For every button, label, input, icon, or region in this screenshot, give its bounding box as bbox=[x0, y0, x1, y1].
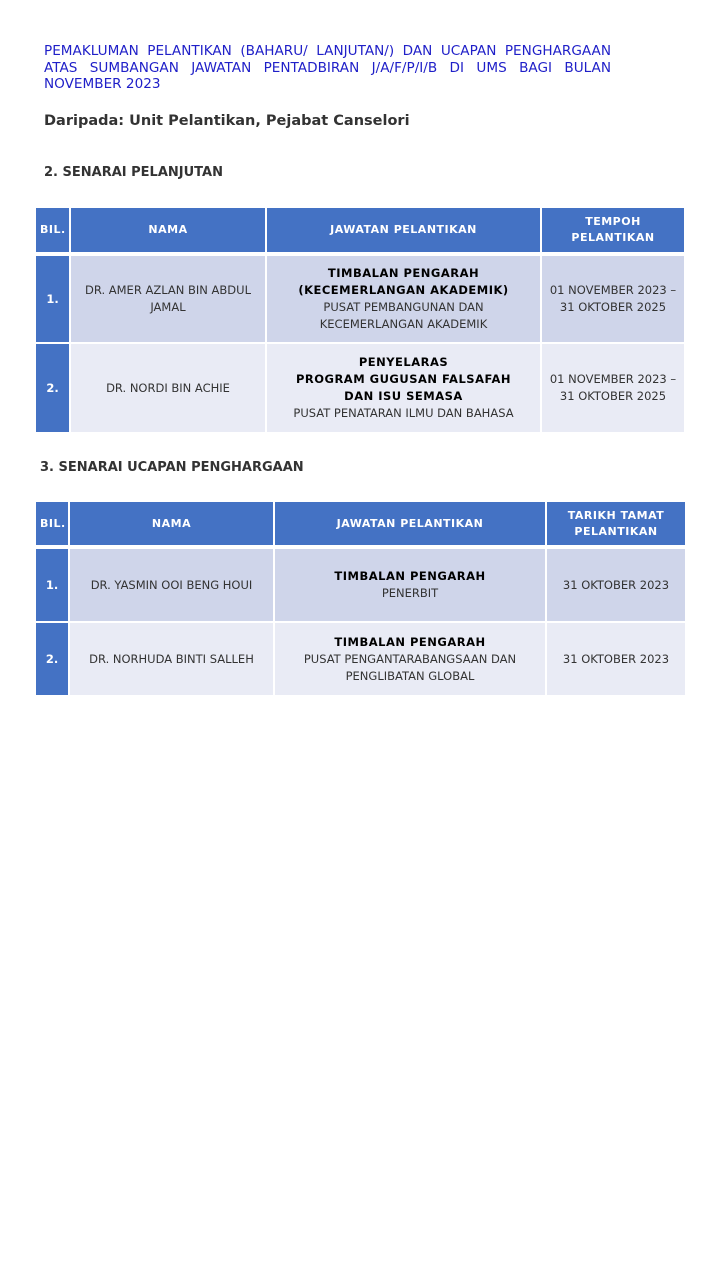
column-header-tempoh: TEMPOH PELANTIKAN bbox=[542, 208, 684, 256]
position-title: (KECEMERLANGAN AKADEMIK) bbox=[298, 283, 509, 297]
appointee-name: DR. NORHUDA BINTI SALLEH bbox=[70, 623, 275, 697]
renewal-table bbox=[36, 208, 684, 434]
announcement-line: NOVEMBER 2023 bbox=[44, 76, 161, 92]
row-number: 2. bbox=[36, 623, 70, 697]
section-heading-renewal: 2. SENARAI PELANJUTAN bbox=[44, 165, 223, 180]
position-unit: PUSAT PENATARAN ILMU DAN BAHASA bbox=[293, 406, 514, 420]
end-date: 31 OKTOBER 2023 bbox=[547, 549, 685, 623]
table-row bbox=[36, 344, 684, 434]
column-header-nama: NAMA bbox=[71, 208, 267, 256]
position-cell bbox=[275, 623, 547, 697]
position-cell bbox=[267, 344, 542, 434]
position-unit: PENGLIBATAN GLOBAL bbox=[345, 668, 475, 683]
column-header-nama: NAMA bbox=[70, 502, 275, 549]
appointee-name: DR. NORDI BIN ACHIE bbox=[71, 344, 267, 434]
period-end: 31 OKTOBER 2025 bbox=[559, 389, 667, 403]
appreciation-table bbox=[36, 502, 685, 697]
appointee-name: DR. AMER AZLAN BIN ABDUL JAMAL bbox=[71, 256, 267, 344]
section-heading-appreciation: 3. SENARAI UCAPAN PENGHARGAAN bbox=[40, 460, 304, 475]
position-title: TIMBALAN PENGARAH bbox=[327, 266, 480, 280]
position-title: TIMBALAN PENGARAH bbox=[334, 634, 486, 649]
row-number: 1. bbox=[36, 256, 71, 344]
position-cell bbox=[275, 549, 547, 623]
position-unit: PUSAT PEMBANGUNAN DAN bbox=[323, 300, 484, 314]
position-cell bbox=[267, 256, 542, 344]
table-header-row bbox=[36, 502, 685, 549]
announcement-line: PEMAKLUMAN PELANTIKAN (BAHARU/ LANJUTAN/) DAN UCAPAN PENGHARGAAN bbox=[44, 43, 611, 59]
position-title: PROGRAM GUGUSAN FALSAFAH bbox=[295, 372, 512, 386]
position-title: DAN ISU SEMASA bbox=[344, 389, 463, 403]
row-number: 1. bbox=[36, 549, 70, 623]
position-title: PENYELARAS bbox=[358, 355, 449, 369]
column-header-bil: BIL. bbox=[36, 502, 70, 549]
end-date: 31 OKTOBER 2023 bbox=[547, 623, 685, 697]
period-start: 01 NOVEMBER 2023 – bbox=[549, 372, 677, 386]
column-header-tarikh-tamat: TARIKH TAMAT PELANTIKAN bbox=[547, 502, 685, 549]
period-end: 31 OKTOBER 2025 bbox=[559, 300, 667, 314]
row-number: 2. bbox=[36, 344, 71, 434]
table-row bbox=[36, 549, 685, 623]
position-title: TIMBALAN PENGARAH bbox=[334, 569, 486, 583]
announcement-heading bbox=[44, 43, 611, 93]
period-start: 01 NOVEMBER 2023 – bbox=[549, 283, 677, 297]
column-header-bil: BIL. bbox=[36, 208, 71, 256]
table-header-row bbox=[36, 208, 684, 256]
appointment-period bbox=[542, 344, 684, 434]
column-header-jawatan: JAWATAN PELANTIKAN bbox=[275, 502, 547, 549]
from-line: Daripada: Unit Pelantikan, Pejabat Canselori bbox=[44, 113, 410, 129]
announcement-line: ATAS SUMBANGAN JAWATAN PENTADBIRAN J/A/F/P/I/B DI UMS BAGI BULAN bbox=[44, 59, 611, 76]
position-unit: KECEMERLANGAN AKADEMIK bbox=[319, 317, 488, 331]
table-row bbox=[36, 623, 685, 697]
appointment-period bbox=[542, 256, 684, 344]
table-row bbox=[36, 256, 684, 344]
column-header-jawatan: JAWATAN PELANTIKAN bbox=[267, 208, 542, 256]
appointee-name: DR. YASMIN OOI BENG HOUI bbox=[70, 549, 275, 623]
position-unit: PUSAT PENGANTARABANGSAAN DAN bbox=[303, 651, 517, 666]
position-unit: PENERBIT bbox=[381, 586, 439, 600]
